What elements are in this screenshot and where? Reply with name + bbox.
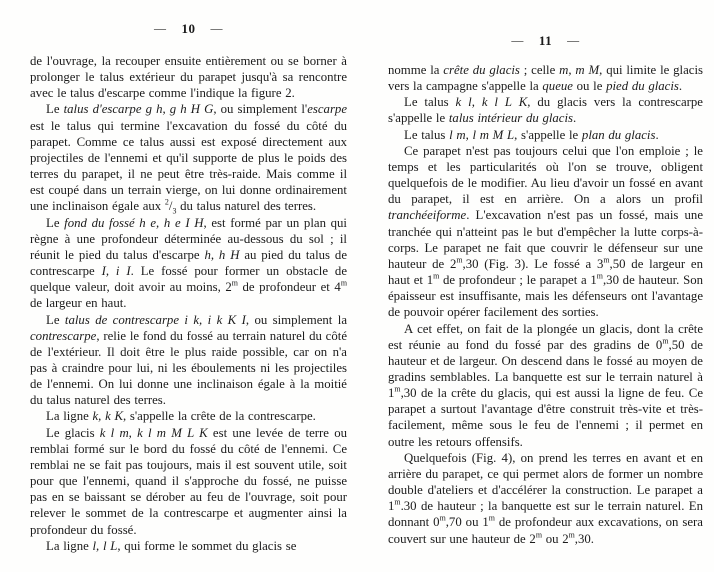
paragraph [30, 101, 347, 214]
text-run: / [168, 199, 173, 214]
text-run: talus de contrescarpe i k, i k K I [64, 312, 246, 327]
text-run: m [568, 530, 575, 540]
text-run: talus intérieur du glacis [448, 111, 574, 126]
text-run: k, k K [92, 409, 123, 424]
page-header [30, 21, 347, 37]
page-body [30, 53, 347, 554]
text-run: Le talus [404, 127, 450, 142]
text-run: Le [46, 215, 65, 230]
text-run: est une levée de terre ou remblai formé sur le bord du fossé du côté de l'ennemi. Ce remblai ne se fait pas toujours, mais il est souvent utile, soit pour que l'ennemi, quand il s'approche du fossé, ne puisse pas en se baissant se dérober au feu de l'ouvrage, soit pour relever le sommet de la contrescarpe et augmenter ainsi la profondeur du fossé. [30, 425, 347, 537]
paragraph [388, 321, 703, 450]
text-run: m [433, 271, 440, 281]
text-run: k l m, k l m M L K [99, 425, 208, 440]
paragraph [388, 94, 703, 126]
text-run: ,50 de hauteur et de largeur. On descend dans le fossé au moyen de gradins semblables. La banquette est sur le terrain naturel à 1 [388, 337, 703, 401]
paragraph [388, 450, 703, 547]
text-run: ,30 de hauteur. Son épaisseur est insuffisante, mais les défenseurs ont l'avantage de pouvoir opérer facilement des sorties. [388, 273, 703, 320]
page-10 [30, 0, 347, 554]
text-run: h, h H [204, 247, 240, 262]
paragraph [30, 53, 347, 101]
text-run: de l'ouvrage, la recouper ensuite entièrement ou se borner à prolonger le talus extérieur du parapet jusqu'à sa rencontre avec le talus d'escarpe comme l'indique la figure 2. [30, 54, 347, 101]
text-run: . [655, 127, 659, 142]
text-run: m [535, 530, 543, 540]
text-run: Ce parapet n'est pas toujours celui que l'on emploie ; le temps et les particularités où l'on se trouve, obligent quelquefois de le modifier. Au lieu d'avoir un fossé en avant du parapet, il est en arrière. On a alors un profil [388, 143, 703, 207]
text-run: ,30. [574, 531, 594, 546]
text-run: de profondeur et 4 [237, 280, 341, 295]
text-run: fond du fossé h e, h e I H [64, 215, 204, 230]
text-run: , qui forme le sommet du glacis se [117, 538, 297, 553]
text-run: La ligne [46, 538, 93, 553]
text-run: ,70 ou 1 [445, 515, 489, 530]
text-run: m [340, 278, 347, 288]
text-run: ,50 de largeur en haut et 1 [388, 256, 703, 288]
header-dash-left: — [154, 21, 167, 35]
text-run: , relie le fond du fossé au terrain naturel du côté de l'extérieur. Il doit être le plus raide possible, car on n'a pas à craindre pour lui, ni les éboulements ni les projectiles de l'ennemi. On lui donne une inclinaison égale à la moitié du talus naturel des terres. [30, 328, 347, 408]
text-run: La ligne [46, 409, 93, 424]
text-run: k l, k l L K [455, 95, 528, 110]
text-run: , s'appelle le [514, 127, 582, 142]
paragraph [388, 127, 703, 143]
page-body [388, 62, 703, 547]
text-run: Le glacis [46, 425, 100, 440]
text-run: de largeur en haut. [30, 296, 127, 311]
text-run: , ou simplement la [245, 312, 347, 327]
header-dash-right: — [210, 21, 223, 35]
text-run: ou 2 [542, 531, 569, 546]
text-run: l, l L [92, 538, 118, 553]
text-run: ; celle [519, 63, 560, 77]
paragraph [30, 215, 347, 312]
paragraph [388, 143, 703, 321]
text-run: au pied du talus de contrescarpe [30, 247, 347, 279]
page-number: 11 [538, 33, 553, 48]
text-run: m [231, 278, 238, 288]
text-run: , est formé par un plan qui règne à une profondeur déterminée au-dessous du sol ; il réunit le pied du talus d'escarpe [30, 215, 347, 262]
text-run: m [603, 255, 610, 265]
text-run: talus d'escarpe g h, g h H G [63, 102, 214, 117]
text-run: Le talus [404, 95, 456, 110]
text-run: , s'appelle la crête de la contrescarpe. [122, 409, 316, 424]
text-run: A cet effet, on fait de la plongée un glacis, dont la crête est réunie au fond du fossé par des gradins de 0 [388, 321, 703, 352]
text-run: m [439, 514, 446, 524]
text-run: crête du glacis [443, 63, 520, 77]
text-run: m [394, 384, 401, 394]
text-run: , ou simplement l' [213, 102, 308, 117]
text-run: Le [46, 102, 64, 117]
header-dash-right: — [567, 33, 580, 47]
text-run: ou le [572, 79, 607, 94]
page-11 [388, 0, 703, 547]
paragraph [30, 408, 347, 424]
text-run: m [456, 255, 463, 265]
paragraph [388, 62, 703, 94]
text-run: de profondeur aux excavations, on sera couvert sur une hauteur de 2 [388, 515, 703, 546]
text-run: plan du glacis [581, 127, 656, 142]
text-run: contrescarpe [30, 328, 97, 343]
text-run: .30 de hauteur ; la banquette est sur le terrain naturel. En donnant 0 [388, 499, 703, 530]
text-run: Quelquefois (Fig. 4), on prend les terres en avant et en arrière du parapet, ce qui permet alors de former un nombre double d'ateliers et d'accélérer la construction. Le parapet a 1 [388, 450, 703, 514]
text-run: 3 [172, 206, 177, 216]
text-run: . [678, 79, 683, 94]
header-dash-left: — [511, 33, 524, 47]
text-run: pied du glacis [606, 79, 679, 94]
text-run: l m, l m M L [449, 127, 515, 142]
text-run: du talus naturel des terres. [176, 199, 317, 214]
text-run: nomme la [388, 63, 444, 77]
text-run: m [596, 271, 603, 281]
text-run: de profondeur ; le parapet a 1 [439, 273, 597, 288]
text-run: . [573, 111, 577, 126]
text-run: ,30 (Fig. 3). Le fossé a 3 [462, 256, 604, 271]
text-run: est le talus qui termine l'excavation du fossé du côté du parapet. Comme ce talus aussi est exposé directement aux projectiles de l'ennemi et qu'il supporte de plus le poids des terres du parapet, il ne peut être très-raide. Mais comme il est coupé dans un terrain vierge, on lui donne ordinairement une inclinaison égale aux [30, 118, 347, 214]
text-run: m [488, 514, 495, 524]
text-run: I, i I [101, 264, 131, 279]
text-run: . L'excavation n'est pas un fossé, mais une tranchée qui n'atteint pas le but d'empêcher la lutte corps-à-corps. Le parapet ne fait que couvrir le défenseur sur une hauteur de 2 [388, 208, 703, 271]
page-number: 10 [181, 21, 196, 36]
paragraph [30, 538, 347, 554]
text-run: Le [46, 312, 65, 327]
page-header [388, 33, 703, 49]
text-run: . Le fossé pour former un obstacle de quelque valeur, doit avoir au moins, 2 [30, 264, 347, 295]
text-run: escarpe [307, 102, 347, 117]
text-run: , du glacis vers la contrescarpe s'appelle le [388, 95, 703, 126]
text-run: ,30 de la crête du glacis, qui est aussi la ligne de feu. Ce parapet a surtout l'avantage d'être construit très-vite et très-facilement, même sous le feu de l'ennemi ; il permet en outre les retours offensifs. [388, 386, 703, 449]
paragraph [30, 312, 347, 409]
text-run: , qui limite le glacis vers la campagne s'appelle la [388, 63, 703, 94]
text-run: m, m M [559, 63, 600, 77]
text-run: queue [542, 79, 573, 94]
text-run: 2 [164, 198, 169, 208]
text-run: m [394, 497, 401, 507]
text-run: m [662, 336, 669, 346]
paragraph [30, 425, 347, 538]
text-run: tranchéeiforme [388, 208, 467, 223]
